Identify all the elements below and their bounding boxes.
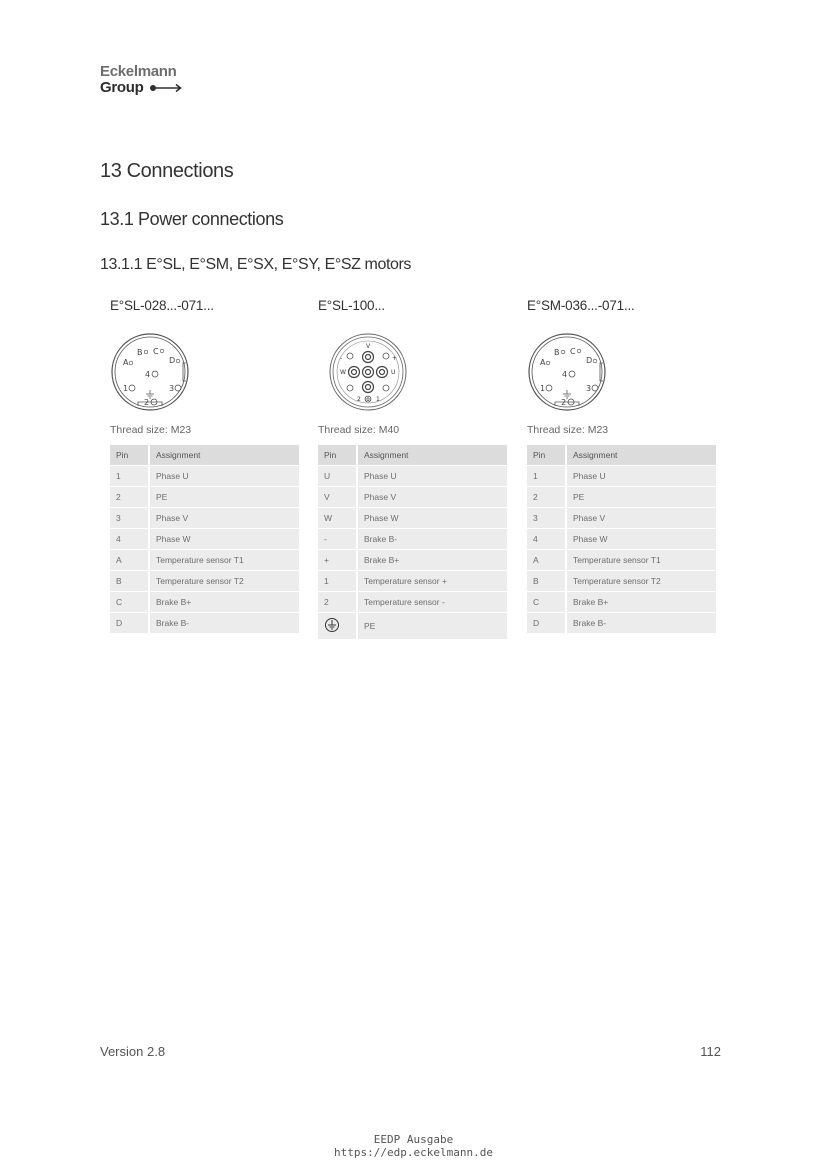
table-row — [318, 550, 507, 570]
connector-column-esl-100 — [318, 298, 508, 640]
assignment-cell: Temperature sensor + — [358, 571, 507, 591]
assignment-cell: Brake B+ — [358, 550, 507, 570]
pin-cell: 1 — [318, 571, 358, 591]
svg-text:A: A — [540, 358, 546, 367]
connector-column-esl-028 — [110, 298, 300, 634]
assignment-cell: Temperature sensor T1 — [150, 550, 299, 570]
pin-cell: + — [318, 550, 358, 570]
m23-connector-pinout-icon — [110, 332, 190, 412]
svg-text:1: 1 — [376, 396, 380, 403]
thread-size-label: Thread size: M23 — [527, 424, 609, 436]
svg-text:C: C — [153, 347, 159, 356]
svg-text:U: U — [391, 369, 396, 376]
assignment-cell: Phase U — [567, 466, 716, 486]
table-row — [318, 466, 507, 486]
pin-assignment-table — [110, 444, 299, 634]
table-row — [318, 508, 507, 528]
pin-cell: 3 — [110, 508, 150, 528]
svg-text:3: 3 — [169, 384, 175, 393]
table-header-pin: Pin — [527, 445, 567, 465]
assignment-cell: Brake B- — [358, 529, 507, 549]
table-row — [318, 529, 507, 549]
pin-cell: 3 — [527, 508, 567, 528]
thread-size-label: Thread size: M40 — [318, 424, 400, 436]
table-row — [527, 529, 716, 549]
pin-cell: D — [110, 613, 150, 633]
pin-assignment-table — [318, 444, 507, 640]
assignment-cell: PE — [150, 487, 299, 507]
table-row — [527, 508, 716, 528]
chapter-heading: 13 Connections — [100, 160, 234, 182]
table-row — [110, 571, 299, 591]
assignment-cell: Brake B- — [150, 613, 299, 633]
assignment-cell: Phase V — [358, 487, 507, 507]
thread-size-label: Thread size: M23 — [110, 424, 192, 436]
connector-title: E°SM-036...-071... — [527, 298, 635, 313]
svg-text:4: 4 — [145, 370, 151, 379]
table-row — [110, 529, 299, 549]
pin-cell: U — [318, 466, 358, 486]
pin-cell: 1 — [527, 466, 567, 486]
m40-connector-pinout-icon — [320, 332, 416, 412]
svg-text:3: 3 — [586, 384, 592, 393]
assignment-cell: PE — [567, 487, 716, 507]
svg-text:2: 2 — [357, 396, 361, 403]
svg-text:W: W — [340, 369, 346, 376]
svg-text:B: B — [554, 348, 560, 357]
table-header-assignment: Assignment — [567, 445, 716, 465]
connector-title: E°SL-100... — [318, 298, 385, 313]
logo-text-group: Group — [100, 79, 144, 96]
pin-cell: C — [110, 592, 150, 612]
pin-cell: 4 — [110, 529, 150, 549]
assignment-cell: PE — [358, 613, 507, 639]
pin-cell: D — [527, 613, 567, 633]
assignment-cell: Temperature sensor T2 — [150, 571, 299, 591]
table-row — [318, 571, 507, 591]
pin-cell: 1 — [110, 466, 150, 486]
assignment-cell: Phase V — [150, 508, 299, 528]
table-row — [527, 592, 716, 612]
assignment-cell: Phase V — [567, 508, 716, 528]
assignment-cell: Brake B+ — [567, 592, 716, 612]
assignment-cell: Phase W — [567, 529, 716, 549]
edp-watermark — [0, 1133, 827, 1159]
svg-text:V: V — [366, 343, 371, 350]
table-row — [318, 613, 507, 639]
svg-text:-: - — [340, 355, 343, 362]
table-row — [527, 487, 716, 507]
pin-cell: A — [527, 550, 567, 570]
svg-text:C: C — [570, 347, 576, 356]
table-header-assignment: Assignment — [358, 445, 507, 465]
table-row — [527, 466, 716, 486]
svg-text:D: D — [586, 356, 593, 365]
connector-title: E°SL-028...-071... — [110, 298, 214, 313]
table-row — [318, 592, 507, 612]
svg-text:+: + — [392, 355, 398, 362]
svg-text:B: B — [137, 348, 143, 357]
table-row — [110, 613, 299, 633]
table-row — [110, 508, 299, 528]
pin-cell: W — [318, 508, 358, 528]
assignment-cell: Temperature sensor - — [358, 592, 507, 612]
protective-earth-icon — [324, 617, 340, 633]
assignment-cell: Temperature sensor T1 — [567, 550, 716, 570]
svg-text:2: 2 — [144, 398, 150, 407]
pin-cell: 2 — [318, 592, 358, 612]
table-row — [318, 487, 507, 507]
svg-text:D: D — [169, 356, 176, 365]
section-heading: 13.1 Power connections — [100, 209, 284, 229]
svg-text:4: 4 — [562, 370, 568, 379]
svg-text:2: 2 — [561, 398, 567, 407]
document-version: Version 2.8 — [100, 1044, 166, 1059]
pin-cell — [318, 613, 358, 639]
assignment-cell: Phase U — [358, 466, 507, 486]
m23-connector-pinout-icon — [527, 332, 607, 412]
pin-assignment-table — [527, 444, 716, 634]
pin-cell: - — [318, 529, 358, 549]
svg-text:1: 1 — [123, 384, 129, 393]
table-header-pin: Pin — [318, 445, 358, 465]
pin-cell: 2 — [527, 487, 567, 507]
edp-url[interactable]: https://edp.eckelmann.de — [334, 1146, 493, 1159]
assignment-cell: Phase U — [150, 466, 299, 486]
svg-text:1: 1 — [540, 384, 546, 393]
pin-cell: C — [527, 592, 567, 612]
pin-cell: 2 — [110, 487, 150, 507]
company-logo — [100, 64, 200, 100]
pin-cell: 4 — [527, 529, 567, 549]
logo-text-eckelmann: Eckelmann — [100, 63, 177, 80]
table-row — [110, 466, 299, 486]
edp-edition-label: EEDP Ausgabe — [373, 1133, 454, 1146]
logo-arrow-icon — [149, 83, 183, 93]
table-header-pin: Pin — [110, 445, 150, 465]
pin-cell: B — [110, 571, 150, 591]
pin-cell: V — [318, 487, 358, 507]
assignment-cell: Phase W — [150, 529, 299, 549]
assignment-cell: Brake B+ — [150, 592, 299, 612]
assignment-cell: Phase W — [358, 508, 507, 528]
pin-cell: B — [527, 571, 567, 591]
table-row — [527, 613, 716, 633]
pin-cell: A — [110, 550, 150, 570]
assignment-cell: Temperature sensor T2 — [567, 571, 716, 591]
table-header-assignment: Assignment — [150, 445, 299, 465]
table-row — [527, 571, 716, 591]
table-row — [527, 550, 716, 570]
subsection-heading: 13.1.1 E°SL, E°SM, E°SX, E°SY, E°SZ motors — [100, 256, 412, 273]
page-number: 112 — [700, 1044, 721, 1059]
connector-column-esm-036 — [527, 298, 717, 634]
table-row — [110, 592, 299, 612]
svg-text:A: A — [123, 358, 129, 367]
table-row — [110, 550, 299, 570]
assignment-cell: Brake B- — [567, 613, 716, 633]
table-row — [110, 487, 299, 507]
